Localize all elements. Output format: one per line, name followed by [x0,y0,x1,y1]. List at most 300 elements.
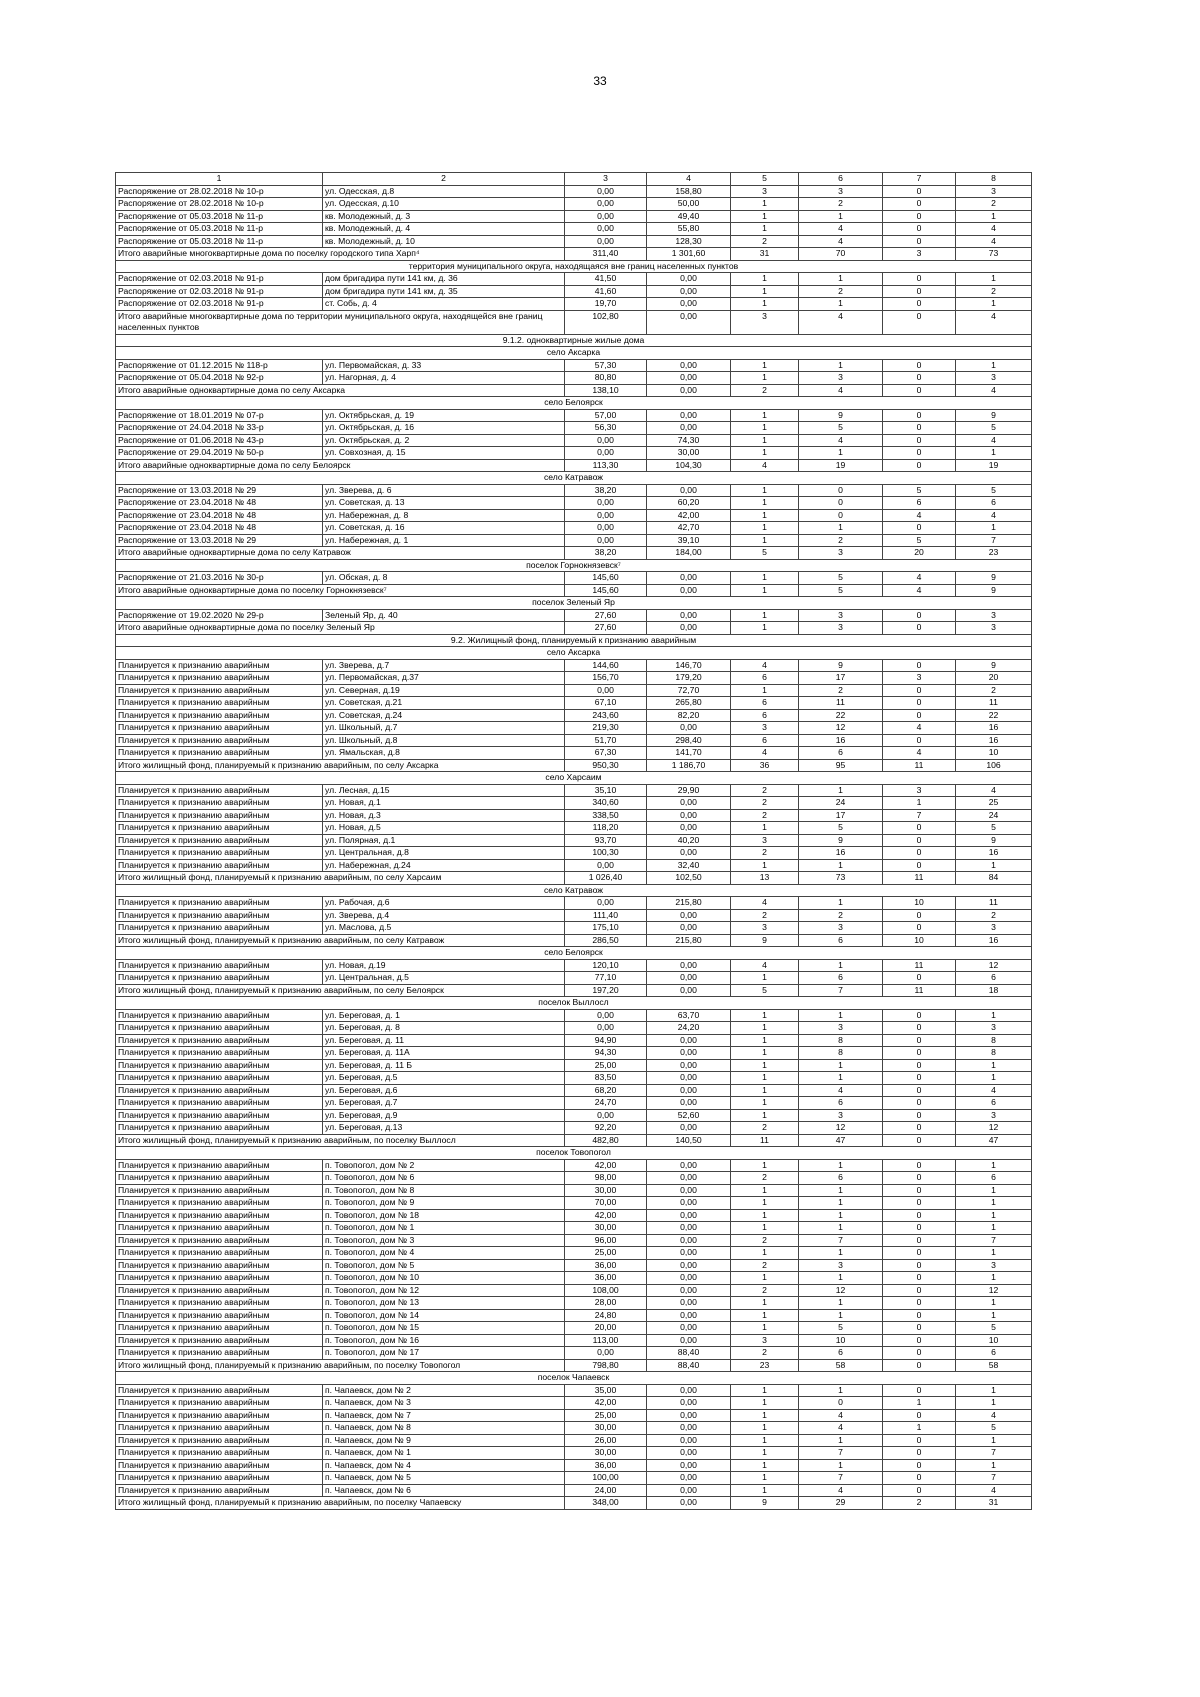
total-value: 13 [731,872,799,885]
address-cell: п. Чапаевск, дом № 2 [323,1384,565,1397]
value-cell: 0 [883,1234,956,1247]
address-cell: кв. Молодежный, д. 4 [323,223,565,236]
table-row [116,1247,1032,1260]
document-cell: Распоряжение от 05.04.2018 № 92-р [116,372,323,385]
value-cell: 0,00 [647,1259,731,1272]
address-cell: ул. Новая, д.19 [323,959,565,972]
value-cell: 4 [731,659,799,672]
value-cell: 9 [799,659,883,672]
total-value: 0 [883,1359,956,1372]
value-cell: 0,00 [647,1334,731,1347]
total-label: Итого аварийные одноквартирные дома по поселку Зеленый Яр [116,622,565,635]
total-value: 4 [883,584,956,597]
section-heading: 9.2. Жилищный фонд, планируемый к признанию аварийным [116,634,1032,647]
value-cell: 52,60 [647,1109,731,1122]
column-header: 7 [883,173,956,186]
address-cell: п. Товопогол, дом № 16 [323,1334,565,1347]
address-cell: ул. Новая, д.5 [323,822,565,835]
value-cell: 11 [883,959,956,972]
total-value: 6 [799,934,883,947]
table-row [116,422,1032,435]
total-value: 1 [731,584,799,597]
address-cell: ул. Береговая, д.7 [323,1097,565,1110]
section-heading: село Белоярск [116,397,1032,410]
address-cell: ул. Набережная, д. 1 [323,534,565,547]
address-cell: п. Товопогол, дом № 6 [323,1172,565,1185]
total-value: 1 186,70 [647,759,731,772]
value-cell: 5 [799,572,883,585]
total-label: Итого аварийные одноквартирные дома по селу Катравож [116,547,565,560]
value-cell: 0,00 [647,1097,731,1110]
page-number: 33 [593,74,607,88]
section-heading-row [116,1147,1032,1160]
table-row [116,784,1032,797]
value-cell: 100,00 [565,1472,647,1485]
document-cell: Планируется к признанию аварийным [116,859,323,872]
value-cell: 1 [731,409,799,422]
address-cell: п. Товопогол, дом № 17 [323,1347,565,1360]
value-cell: 0 [883,1247,956,1260]
total-row [116,759,1032,772]
value-cell: 1 [799,273,883,286]
address-cell: п. Товопогол, дом № 15 [323,1322,565,1335]
total-value: 0,00 [647,584,731,597]
value-cell: 1 [731,1422,799,1435]
value-cell: 2 [956,285,1032,298]
value-cell: 1 [731,1384,799,1397]
address-cell: ул. Нагорная, д. 4 [323,372,565,385]
value-cell: 2 [731,1347,799,1360]
document-cell: Планируется к признанию аварийным [116,1322,323,1335]
value-cell: 3 [799,1022,883,1035]
column-header: 6 [799,173,883,186]
value-cell: 0 [883,1047,956,1060]
value-cell: 12 [956,1122,1032,1135]
address-cell: ул. Полярная, д.1 [323,834,565,847]
value-cell: 12 [956,959,1032,972]
value-cell: 0 [883,235,956,248]
address-cell: ул. Ямальская, д.8 [323,747,565,760]
value-cell: 0,00 [565,1109,647,1122]
table-row [116,1122,1032,1135]
table-row [116,509,1032,522]
value-cell: 5 [799,1322,883,1335]
value-cell: 8 [956,1034,1032,1047]
value-cell: 0,00 [647,922,731,935]
value-cell: 243,60 [565,709,647,722]
value-cell: 0,00 [647,972,731,985]
value-cell: 1 [956,1397,1032,1410]
value-cell: 42,00 [565,1397,647,1410]
value-cell: 1 [731,972,799,985]
total-value: 70 [799,248,883,261]
total-value: 9 [731,1497,799,1510]
value-cell: 4 [883,509,956,522]
document-cell: Планируется к признанию аварийным [116,1122,323,1135]
total-value: 0 [883,310,956,334]
value-cell: 0,00 [647,1272,731,1285]
table-row [116,1409,1032,1422]
value-cell: 0 [883,359,956,372]
value-cell: 0 [883,198,956,211]
value-cell: 0,00 [647,1384,731,1397]
value-cell: 0 [883,1084,956,1097]
table-row [116,1097,1032,1110]
document-cell: Планируется к признанию аварийным [116,1047,323,1060]
value-cell: 2 [799,909,883,922]
value-cell: 0,00 [647,1409,731,1422]
value-cell: 8 [799,1034,883,1047]
table-row [116,909,1032,922]
section-heading-row [116,472,1032,485]
section-heading: село Белоярск [116,947,1032,960]
section-heading: 9.1.2. одноквартирные жилые дома [116,334,1032,347]
table-row [116,922,1032,935]
value-cell: 36,00 [565,1259,647,1272]
value-cell: 1 [799,1297,883,1310]
value-cell: 0,00 [647,1122,731,1135]
value-cell: 4 [883,572,956,585]
table-row [116,697,1032,710]
value-cell: 1 [956,1159,1032,1172]
value-cell: 0 [883,834,956,847]
value-cell: 1 [731,1022,799,1035]
value-cell: 25 [956,797,1032,810]
address-cell: ул. Береговая, д. 1 [323,1009,565,1022]
total-row [116,584,1032,597]
document-cell: Планируется к признанию аварийным [116,709,323,722]
document-cell: Планируется к признанию аварийным [116,809,323,822]
value-cell: 16 [956,847,1032,860]
value-cell: 1 [956,273,1032,286]
value-cell: 1 [956,1309,1032,1322]
value-cell: 30,00 [565,1184,647,1197]
value-cell: 1 [956,359,1032,372]
value-cell: 70,00 [565,1197,647,1210]
value-cell: 0,00 [647,1309,731,1322]
total-label: Итого жилищный фонд, планируемый к признанию аварийным, по селу Катравож [116,934,565,947]
document-cell: Распоряжение от 02.03.2018 № 91-р [116,285,323,298]
value-cell: 0,00 [647,1422,731,1435]
value-cell: 10 [799,1334,883,1347]
address-cell: п. Товопогол, дом № 18 [323,1209,565,1222]
document-cell: Планируется к признанию аварийным [116,1447,323,1460]
value-cell: 3 [731,722,799,735]
value-cell: 1 [731,285,799,298]
value-cell: 6 [799,972,883,985]
table-row [116,1172,1032,1185]
value-cell: 3 [799,1109,883,1122]
value-cell: 1 [956,447,1032,460]
value-cell: 9 [799,834,883,847]
address-cell: п. Чапаевск, дом № 6 [323,1484,565,1497]
value-cell: 0 [799,509,883,522]
column-header: 3 [565,173,647,186]
value-cell: 0 [883,1109,956,1122]
value-cell: 120,10 [565,959,647,972]
document-cell: Планируется к признанию аварийным [116,1009,323,1022]
value-cell: 1 [731,684,799,697]
address-cell: п. Товопогол, дом № 12 [323,1284,565,1297]
value-cell: 1 [731,1184,799,1197]
value-cell: 16 [956,734,1032,747]
value-cell: 0 [799,1397,883,1410]
table-row [116,1384,1032,1397]
value-cell: 17 [799,809,883,822]
total-value: 0,00 [647,1497,731,1510]
value-cell: 20 [956,672,1032,685]
value-cell: 1 [956,1247,1032,1260]
section-heading-row [116,772,1032,785]
value-cell: 16 [799,847,883,860]
table-row [116,1209,1032,1222]
total-value: 19 [799,459,883,472]
value-cell: 1 [731,422,799,435]
document-cell: Планируется к признанию аварийным [116,1459,323,1472]
table-row [116,722,1032,735]
value-cell: 0,00 [647,359,731,372]
value-cell: 94,90 [565,1034,647,1047]
value-cell: 1 [731,372,799,385]
value-cell: 1 [731,298,799,311]
document-cell: Планируется к признанию аварийным [116,1159,323,1172]
value-cell: 1 [799,359,883,372]
document-cell: Планируется к признанию аварийным [116,1197,323,1210]
total-value: 3 [883,248,956,261]
total-value: 0 [883,622,956,635]
value-cell: 0 [799,484,883,497]
value-cell: 6 [731,672,799,685]
value-cell: 1 [799,1434,883,1447]
value-cell: 0,00 [565,235,647,248]
document-cell: Распоряжение от 05.03.2018 № 11-р [116,235,323,248]
value-cell: 12 [799,1284,883,1297]
table-row [116,747,1032,760]
total-value: 36 [731,759,799,772]
column-header: 5 [731,173,799,186]
address-cell: ул. Советская, д.21 [323,697,565,710]
table-row [116,434,1032,447]
total-value: 286,50 [565,934,647,947]
total-value: 197,20 [565,984,647,997]
address-cell: п. Товопогол, дом № 3 [323,1234,565,1247]
document-cell: Планируется к признанию аварийным [116,1097,323,1110]
value-cell: 24,20 [647,1022,731,1035]
total-value: 11 [731,1134,799,1147]
value-cell: 0,00 [647,273,731,286]
address-cell: кв. Молодежный, д. 3 [323,210,565,223]
value-cell: 113,00 [565,1334,647,1347]
total-value: 1 026,40 [565,872,647,885]
value-cell: 0,00 [647,298,731,311]
value-cell: 2 [731,1259,799,1272]
value-cell: 1 [731,1197,799,1210]
value-cell: 3 [956,1259,1032,1272]
value-cell: 22 [956,709,1032,722]
value-cell: 56,30 [565,422,647,435]
value-cell: 0,00 [647,1184,731,1197]
value-cell: 0,00 [647,1084,731,1097]
table-row [116,734,1032,747]
value-cell: 4 [956,434,1032,447]
table-row [116,1109,1032,1122]
value-cell: 6 [956,972,1032,985]
value-cell: 7 [799,1472,883,1485]
table-row [116,1159,1032,1172]
value-cell: 0,00 [647,372,731,385]
table-row [116,1022,1032,1035]
value-cell: 12 [799,1122,883,1135]
value-cell: 96,00 [565,1234,647,1247]
value-cell: 0,00 [647,847,731,860]
total-value: 138,10 [565,384,647,397]
total-value: 215,80 [647,934,731,947]
section-heading: село Аксарка [116,347,1032,360]
value-cell: 3 [731,1334,799,1347]
table-row [116,1309,1032,1322]
value-cell: 0 [883,372,956,385]
table-row [116,497,1032,510]
total-label: Итого жилищный фонд, планируемый к признанию аварийным, по селу Белоярск [116,984,565,997]
value-cell: 7 [956,1472,1032,1485]
table-row [116,1184,1032,1197]
value-cell: 100,30 [565,847,647,860]
value-cell: 1 [731,1297,799,1310]
section-heading-row [116,334,1032,347]
value-cell: 4 [731,747,799,760]
address-cell: п. Товопогол, дом № 9 [323,1197,565,1210]
table-row [116,1084,1032,1097]
value-cell: 6 [956,1347,1032,1360]
address-cell: п. Товопогол, дом № 8 [323,1184,565,1197]
value-cell: 1 [731,822,799,835]
value-cell: 0 [883,447,956,460]
total-value: 38,20 [565,547,647,560]
value-cell: 0 [883,922,956,935]
address-cell: ул. Совхозная, д. 15 [323,447,565,460]
value-cell: 0 [883,1384,956,1397]
document-cell: Планируется к признанию аварийным [116,1422,323,1435]
table-row [116,1459,1032,1472]
address-cell: ул. Первомайская, д.37 [323,672,565,685]
value-cell: 35,00 [565,1384,647,1397]
table-row [116,1009,1032,1022]
total-row [116,984,1032,997]
document-cell: Планируется к признанию аварийным [116,1059,323,1072]
value-cell: 0 [883,1447,956,1460]
document-cell: Планируется к признанию аварийным [116,1247,323,1260]
address-cell: п. Товопогол, дом № 5 [323,1259,565,1272]
address-cell: ст. Собь, д. 4 [323,298,565,311]
value-cell: 3 [956,609,1032,622]
value-cell: 1 [731,609,799,622]
value-cell: 25,00 [565,1059,647,1072]
document-cell: Планируется к признанию аварийным [116,972,323,985]
value-cell: 92,20 [565,1122,647,1135]
value-cell: 1 [956,1009,1032,1022]
document-cell: Планируется к признанию аварийным [116,847,323,860]
total-value: 5 [731,984,799,997]
value-cell: 1 [731,484,799,497]
value-cell: 1 [956,1434,1032,1447]
address-cell: ул. Октябрьская, д. 19 [323,409,565,422]
table-row [116,185,1032,198]
value-cell: 10 [956,747,1032,760]
value-cell: 16 [956,722,1032,735]
value-cell: 0,00 [647,959,731,972]
value-cell: 30,00 [565,1447,647,1460]
value-cell: 3 [799,1259,883,1272]
table-header-row [116,173,1032,186]
value-cell: 118,20 [565,822,647,835]
total-value: 84 [956,872,1032,885]
document-cell: Планируется к признанию аварийным [116,1334,323,1347]
address-cell: ул. Рабочая, д.6 [323,897,565,910]
value-cell: 36,00 [565,1272,647,1285]
value-cell: 1 [731,1059,799,1072]
value-cell: 0 [883,1322,956,1335]
total-value: 3 [731,310,799,334]
value-cell: 3 [956,372,1032,385]
document-cell: Распоряжение от 01.06.2018 № 43-р [116,434,323,447]
document-cell: Планируется к признанию аварийным [116,1297,323,1310]
value-cell: 3 [956,1109,1032,1122]
value-cell: 27,60 [565,609,647,622]
value-cell: 2 [731,235,799,248]
value-cell: 16 [799,734,883,747]
document-cell: Распоряжение от 13.03.2018 № 29 [116,534,323,547]
total-value: 31 [731,248,799,261]
document-cell: Распоряжение от 23.04.2018 № 48 [116,522,323,535]
value-cell: 41,60 [565,285,647,298]
value-cell: 25,00 [565,1409,647,1422]
total-value: 0,00 [647,622,731,635]
value-cell: 1 [799,298,883,311]
table-row [116,1397,1032,1410]
value-cell: 0,00 [647,1072,731,1085]
value-cell: 5 [883,484,956,497]
value-cell: 11 [956,697,1032,710]
value-cell: 0 [883,972,956,985]
table-row [116,684,1032,697]
address-cell: ул. Советская, д. 13 [323,497,565,510]
total-row [116,384,1032,397]
value-cell: 22 [799,709,883,722]
value-cell: 0,00 [565,509,647,522]
value-cell: 4 [883,722,956,735]
value-cell: 42,70 [647,522,731,535]
value-cell: 9 [956,409,1032,422]
document-cell: Планируется к признанию аварийным [116,1209,323,1222]
table-row [116,897,1032,910]
document-cell: Планируется к признанию аварийным [116,1434,323,1447]
address-cell: п. Чапаевск, дом № 9 [323,1434,565,1447]
table-row [116,1222,1032,1235]
table-row [116,1297,1032,1310]
document-cell: Распоряжение от 28.02.2018 № 10-р [116,185,323,198]
table-row [116,659,1032,672]
value-cell: 1 [956,1184,1032,1197]
document-cell: Планируется к признанию аварийным [116,1022,323,1035]
value-cell: 12 [956,1284,1032,1297]
value-cell: 0,00 [647,797,731,810]
table-row [116,298,1032,311]
value-cell: 25,00 [565,1247,647,1260]
value-cell: 1 [799,1459,883,1472]
value-cell: 35,10 [565,784,647,797]
column-header: 2 [323,173,565,186]
value-cell: 156,70 [565,672,647,685]
